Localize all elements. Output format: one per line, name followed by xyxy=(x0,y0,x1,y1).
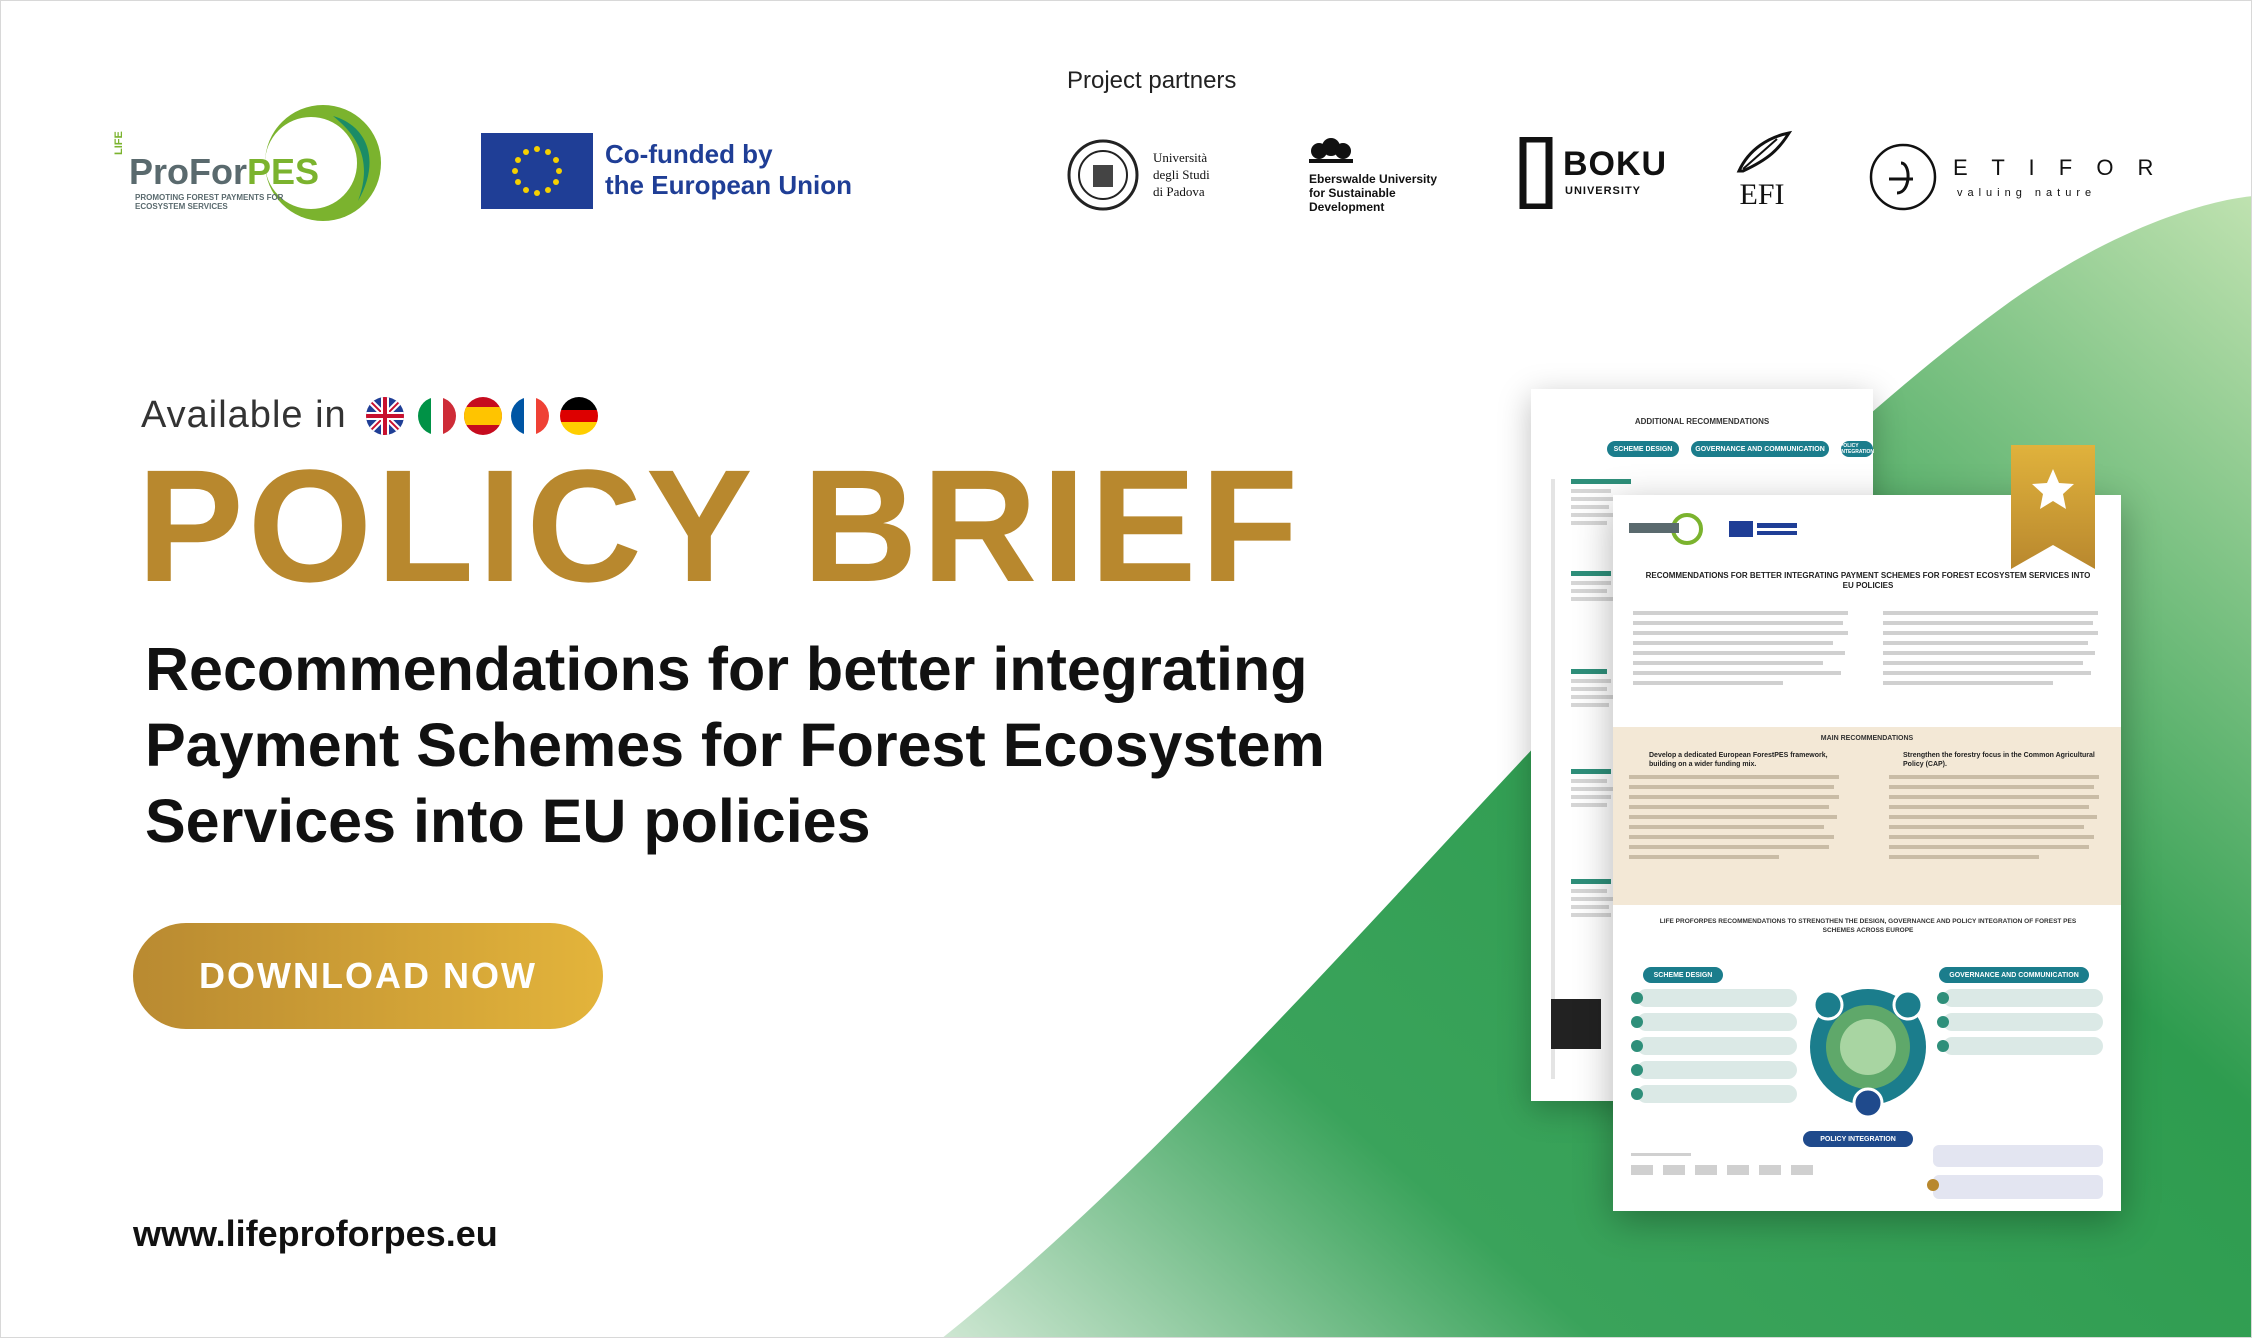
diagram-heading: LIFE PROFORPES RECOMMENDATIONS TO STRENGTHEN THE DESIGN, GOVERNANCE AND POLICY INTEGRATION OF FOREST PES SCHEMES ACROSS EUROPE xyxy=(1659,918,2077,934)
padova-line2: degli Studi xyxy=(1153,167,1210,182)
logo-name-a: ProFor xyxy=(129,151,248,192)
main-recs-lines xyxy=(1629,775,2109,895)
cofunded-text xyxy=(605,139,852,201)
brief-page-front-preview xyxy=(1613,495,2121,1211)
logo-tagline: PROMOTING FOREST PAYMENTS FOR ECOSYSTEM SERVICES xyxy=(135,193,284,211)
english-flag-icon[interactable] xyxy=(366,397,404,435)
diagram-tab-governance: GOVERNANCE AND COMMUNICATION xyxy=(1939,967,2089,983)
main-rec-2: Strengthen the forestry focus in the Common Agricultural Policy (CAP). xyxy=(1903,752,2095,768)
etifor-name: E T I F O R xyxy=(1953,155,2163,180)
spanish-flag-icon[interactable] xyxy=(464,397,502,435)
efi-name: EFI xyxy=(1739,178,1785,211)
partner-boku xyxy=(1519,137,1668,214)
front-heading: RECOMMENDATIONS FOR BETTER INTEGRATING PAYMENT SCHEMES FOR FOREST ECOSYSTEM SERVICES INTO EU POLICIES xyxy=(1645,571,2091,590)
padova-seal-icon xyxy=(1067,139,1139,211)
partner-efi xyxy=(1729,129,1795,210)
eberswalde-line3: Development xyxy=(1309,200,1385,214)
logo-wordmark xyxy=(129,151,319,193)
download-now-button[interactable]: DOWNLOAD NOW xyxy=(133,923,603,1029)
logo-life-text: LIFE xyxy=(113,131,125,155)
boku-sub: UNIVERSITY xyxy=(1565,185,1642,197)
boku-bracket-icon xyxy=(1519,137,1559,209)
etifor-tagline: valuing nature xyxy=(1957,187,2097,199)
german-flag-icon[interactable] xyxy=(560,397,598,435)
back-heading: ADDITIONAL RECOMMENDATIONS xyxy=(1634,417,1770,426)
italian-flag-icon[interactable] xyxy=(418,397,456,435)
bookmark-star-icon xyxy=(2011,445,2095,569)
page-title: POLICY BRIEF xyxy=(137,436,1303,615)
main-recs-heading: MAIN RECOMMENDATIONS xyxy=(1820,735,1914,742)
padova-line3: di Padova xyxy=(1153,184,1205,199)
front-header-logos xyxy=(1629,513,1849,547)
padova-line1: Università xyxy=(1153,150,1208,165)
etifor-circle-icon xyxy=(1867,141,1939,213)
back-tab-scheme: SCHEME DESIGN xyxy=(1607,441,1679,457)
subtitle: Recommendations for better integrating Payment Schemes for Forest Ecosystem Services into EU policies xyxy=(145,635,1325,855)
eberswalde-line2: for Sustainable xyxy=(1309,186,1396,200)
partners-label: Project partners xyxy=(1067,67,1237,94)
website-link[interactable]: www.lifeproforpes.eu xyxy=(133,1213,498,1254)
front-intro-lines xyxy=(1633,611,2103,711)
main-recommendations-panel xyxy=(1613,727,2121,905)
diagram-tab-scheme: SCHEME DESIGN xyxy=(1643,967,1723,983)
policy-integration-boxes xyxy=(1623,1145,2113,1205)
partner-etifor xyxy=(1867,141,2163,218)
diagram-tab-policy: POLICY INTEGRATION xyxy=(1803,1131,1913,1147)
eberswalde-tree-icon xyxy=(1309,137,1353,167)
partner-eberswalde xyxy=(1309,137,1469,214)
main-rec-1: Develop a dedicated European ForestPES framework, building on a wider funding mix. xyxy=(1649,752,1828,768)
boku-name: BOKU xyxy=(1563,145,1668,183)
partner-padova xyxy=(1067,139,1210,216)
back-tab-governance: GOVERNANCE AND COMMUNICATION xyxy=(1691,441,1829,457)
proforpes-logo xyxy=(113,101,383,241)
eberswalde-line1: Eberswalde University xyxy=(1309,172,1438,186)
efi-leaf-icon xyxy=(1729,129,1795,175)
back-tab-policy: POLICY INTEGRATION xyxy=(1839,443,1875,455)
diagram-graphic xyxy=(1623,985,2113,1125)
logo-name-b: PES xyxy=(247,151,320,192)
eu-flag-icon xyxy=(481,133,593,209)
cofunded-line2: the European Union xyxy=(605,170,852,200)
cofunded-line1: Co-funded by xyxy=(605,139,773,169)
available-in-label: Available in xyxy=(141,394,347,436)
french-flag-icon[interactable] xyxy=(511,397,549,435)
